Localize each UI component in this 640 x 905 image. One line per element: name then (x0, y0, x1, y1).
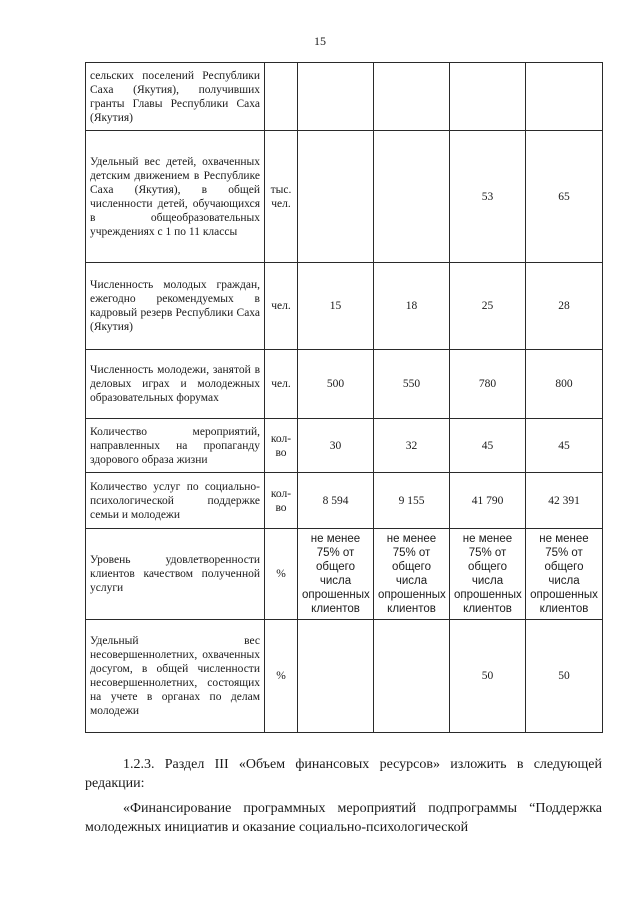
paragraph-section-3: 1.2.3. Раздел III «Объем финансовых ресурсов» изложить в следующей редакции: (85, 757, 602, 791)
paragraph-financing: «Финансирование программных мероприятий подпрограммы “Поддержка молодежных инициатив и оказание социально-психологической (85, 801, 602, 835)
indicator-value: 65 (526, 131, 603, 263)
page-number: 15 (314, 34, 326, 48)
indicator-value: 50 (450, 620, 526, 733)
indicator-unit: % (265, 620, 298, 733)
table-row (86, 350, 603, 419)
indicator-unit: кол-во (265, 419, 298, 473)
indicator-unit: тыс. чел. (265, 131, 298, 263)
indicator-value: 50 (526, 620, 603, 733)
indicator-name: сельских поселений Республики Саха (Якутия), получивших гранты Главы Республики Саха (Якутия) (86, 63, 265, 131)
indicator-value: 550 (374, 350, 450, 419)
indicator-value: 53 (450, 131, 526, 263)
indicator-unit (265, 63, 298, 131)
indicator-value: 28 (526, 263, 603, 350)
indicator-value (526, 63, 603, 131)
table-row (86, 473, 603, 529)
indicator-value (450, 63, 526, 131)
indicator-value: не менее 75% от общего числа опрошенных клиентов (298, 529, 374, 620)
indicators-table (85, 62, 603, 733)
indicator-unit: чел. (265, 350, 298, 419)
table-row (86, 131, 603, 263)
indicator-value (374, 131, 450, 263)
indicator-value: не менее 75% от общего числа опрошенных клиентов (450, 529, 526, 620)
indicator-value: не менее 75% от общего числа опрошенных клиентов (526, 529, 603, 620)
table-row (86, 63, 603, 131)
indicator-value (298, 131, 374, 263)
indicator-name: Численность молодежи, занятой в деловых играх и молодежных образовательных форумах (86, 350, 265, 419)
indicator-unit: кол-во (265, 473, 298, 529)
indicator-value (374, 63, 450, 131)
indicator-value (298, 620, 374, 733)
indicator-value (374, 620, 450, 733)
indicator-name: Численность молодых граждан, ежегодно рекомендуемых в кадровый резерв Республики Саха (Якутия) (86, 263, 265, 350)
table-row (86, 263, 603, 350)
indicator-value (298, 63, 374, 131)
indicator-value: 500 (298, 350, 374, 419)
indicator-value: 30 (298, 419, 374, 473)
indicator-value: 45 (526, 419, 603, 473)
indicator-value: 800 (526, 350, 603, 419)
indicator-name: Удельный вес детей, охваченных детским движением в Республике Саха (Якутия), в общей численности детей, обучающихся в общеобразовательных учреждениях с 1 по 11 классы (86, 131, 265, 263)
indicator-value: 32 (374, 419, 450, 473)
indicator-value: 8 594 (298, 473, 374, 529)
indicator-value: 42 391 (526, 473, 603, 529)
table-row (86, 620, 603, 733)
indicator-value: 18 (374, 263, 450, 350)
indicator-name: Количество мероприятий, направленных на пропаганду здорового образа жизни (86, 419, 265, 473)
indicator-value: 25 (450, 263, 526, 350)
indicator-value: 9 155 (374, 473, 450, 529)
indicator-name: Уровень удовлетворенности клиентов качеством полученной услуги (86, 529, 265, 620)
indicator-unit: чел. (265, 263, 298, 350)
indicator-value: не менее 75% от общего числа опрошенных клиентов (374, 529, 450, 620)
indicator-value: 780 (450, 350, 526, 419)
indicator-name: Удельный вес несовершеннолетних, охваченных досугом, в общей численности несовершеннолетних, состоящих на учете в органах по делам молодежи (86, 620, 265, 733)
indicator-value: 15 (298, 263, 374, 350)
indicator-name: Количество услуг по социально-психологической поддержке семьи и молодежи (86, 473, 265, 529)
indicator-value: 45 (450, 419, 526, 473)
indicator-unit: % (265, 529, 298, 620)
indicator-value: 41 790 (450, 473, 526, 529)
table-row (86, 529, 603, 620)
table-row (86, 419, 603, 473)
